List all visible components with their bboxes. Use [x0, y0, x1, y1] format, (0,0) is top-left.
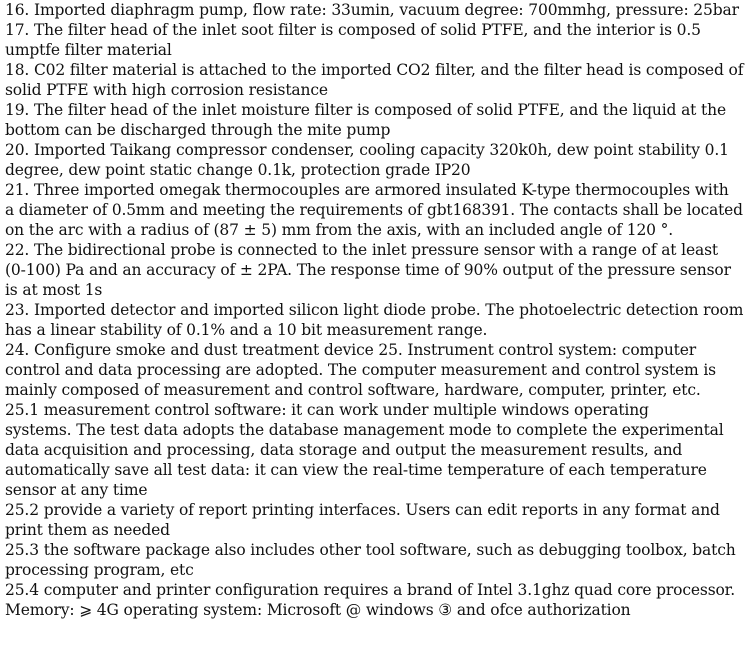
- text-line: 23. Imported detector and imported silicon light diode probe. The photoelectric detection room: [5, 301, 744, 319]
- text-line: a diameter of 0.5mm and meeting the requirements of gbt168391. The contacts shall be located: [5, 201, 743, 219]
- text-line: 24. Configure smoke and dust treatment device 25. Instrument control system: computer: [5, 341, 697, 359]
- text-line: systems. The test data adopts the database management mode to complete the experimental: [5, 421, 724, 439]
- text-line: is at most 1s: [5, 281, 103, 299]
- text-line: 16. Imported diaphragm pump, flow rate: 33umin, vacuum degree: 700mmhg, pressure: 25bar: [5, 1, 739, 19]
- text-line: sensor at any time: [5, 481, 148, 499]
- text-line: degree, dew point static change 0.1k, protection grade IP20: [5, 161, 471, 179]
- text-line: 18. C02 filter material is attached to the imported CO2 filter, and the filter head is composed of: [5, 61, 744, 79]
- text-line: processing program, etc: [5, 561, 194, 579]
- text-line: 22. The bidirectional probe is connected to the inlet pressure sensor with a range of at least: [5, 241, 718, 259]
- text-line: bottom can be discharged through the mite pump: [5, 121, 391, 139]
- text-line: control and data processing are adopted. The computer measurement and control system is: [5, 361, 716, 379]
- text-line: 21. Three imported omegak thermocouples are armored insulated K-type thermocouples with: [5, 181, 729, 199]
- text-line: 25.2 provide a variety of report printing interfaces. Users can edit reports in any format and: [5, 501, 720, 519]
- text-line: 25.1 measurement control software: it can work under multiple windows operating: [5, 401, 649, 419]
- text-line: mainly composed of measurement and control software, hardware, computer, printer, etc.: [5, 381, 701, 399]
- text-line: 25.4 computer and printer configuration requires a brand of Intel 3.1ghz quad core processor.: [5, 581, 736, 599]
- text-line: (0-100) Pa and an accuracy of ± 2PA. The response time of 90% output of the pressure sensor: [5, 261, 731, 279]
- text-line: data acquisition and processing, data storage and output the measurement results, and: [5, 441, 683, 459]
- text-line: 17. The filter head of the inlet soot filter is composed of solid PTFE, and the interior is 0.5: [5, 21, 701, 39]
- text-line: print them as needed: [5, 521, 170, 539]
- text-line: on the arc with a radius of (87 ± 5) mm from the axis, with an included angle of 120 °.: [5, 221, 674, 239]
- text-line: umptfe filter material: [5, 41, 172, 59]
- text-line: 19. The filter head of the inlet moisture filter is composed of solid PTFE, and the liquid at the: [5, 101, 726, 119]
- text-line: solid PTFE with high corrosion resistance: [5, 81, 328, 99]
- text-line: 25.3 the software package also includes other tool software, such as debugging toolbox, batch: [5, 541, 736, 559]
- text-line: 20. Imported Taikang compressor condenser, cooling capacity 320k0h, dew point stability 0.1: [5, 141, 729, 159]
- text-line: Memory: ⩾ 4G operating system: Microsoft @ windows ③ and ofce authorization: [5, 601, 631, 619]
- text-line: automatically save all test data: it can view the real-time temperature of each temperature: [5, 461, 707, 479]
- text-line: has a linear stability of 0.1% and a 10 bit measurement range.: [5, 321, 488, 339]
